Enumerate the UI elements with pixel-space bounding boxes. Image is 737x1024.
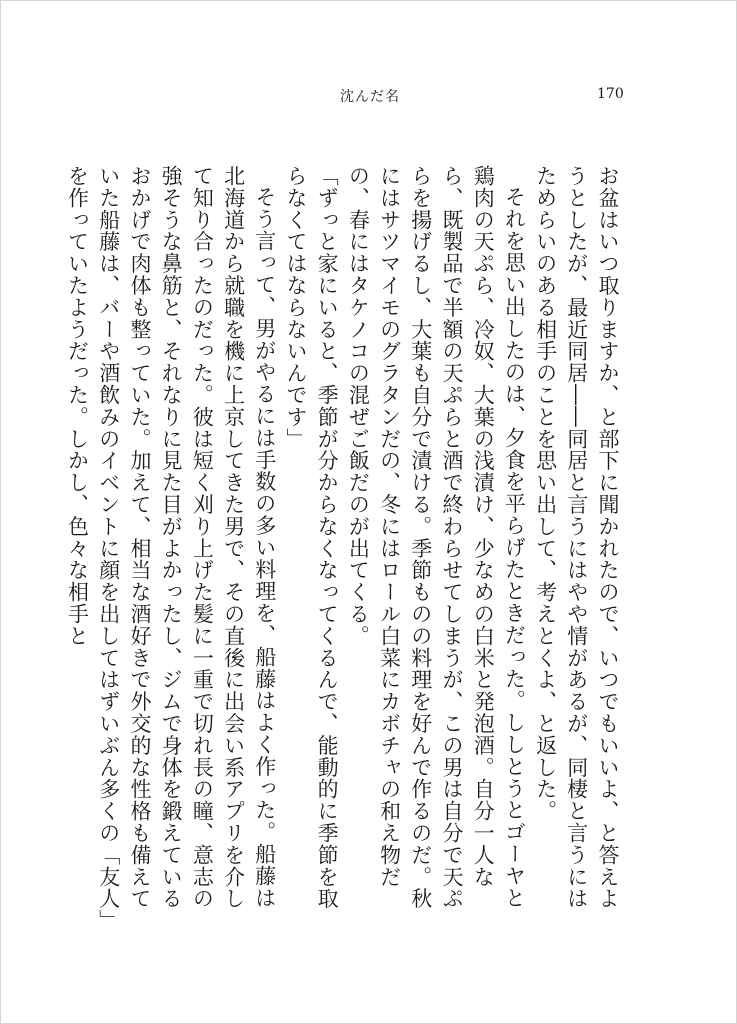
- running-header-title: 沈んだ名: [340, 89, 400, 105]
- paragraph-2: それを思い出したのは、夕食を平らげたときだった。ししとうとゴーヤと鶏肉の天ぷら、冷奴、大葉の浅漬け、少なめの白米と発泡酒。自分一人なら、既製品で半額の天ぷらと酒で終わらせてしまうが、この男は自分で天ぷらを揚げるし、大葉も自分で漬ける。季節ものの料理を好んで作るのだ。秋にはサツマイモのグラタンだの、冬にはロール白菜にカボチャの和え物だの、春にはタケノコの混ぜご飯だのが出てくる。: [346, 165, 527, 910]
- page-number: 170: [597, 86, 624, 102]
- paragraph-1: お盆はいつ取りますか、と部下に聞かれたので、いつでもいいよ、と答えようとしたが、最近同居――同居と言うにはやや情があるが、同棲と言うにはためらいのある相手のことを思い出して、考えとくよ、と返した。: [533, 165, 620, 910]
- paragraph-3: 「ずっと家にいると、季節が分からなくなってくるんで、能動的に季節を取らなくてはならないんです」: [283, 165, 340, 910]
- body-text: [65, 165, 623, 925]
- paragraph-4: そう言って、男がやるには手数の多い料理を、船藤はよく作った。船藤は北海道から就職を機に上京してきた男で、その直後に出会い系アプリを介して知り合ったのだった。彼は短く刈り上げた髪に一重で切れ長の瞳、意志の強そうな鼻筋と、それなりに見た目がよかったし、ジムで身体を鍛えているおかげで肉体も整っていた。加えて、相当な酒好きで外交的な性格も備えていた船藤は、バーや酒飲みのイベントに顔を出してはずいぶん多くの「友人」を作っていたようだった。しかし、色々な相手と: [65, 165, 277, 921]
